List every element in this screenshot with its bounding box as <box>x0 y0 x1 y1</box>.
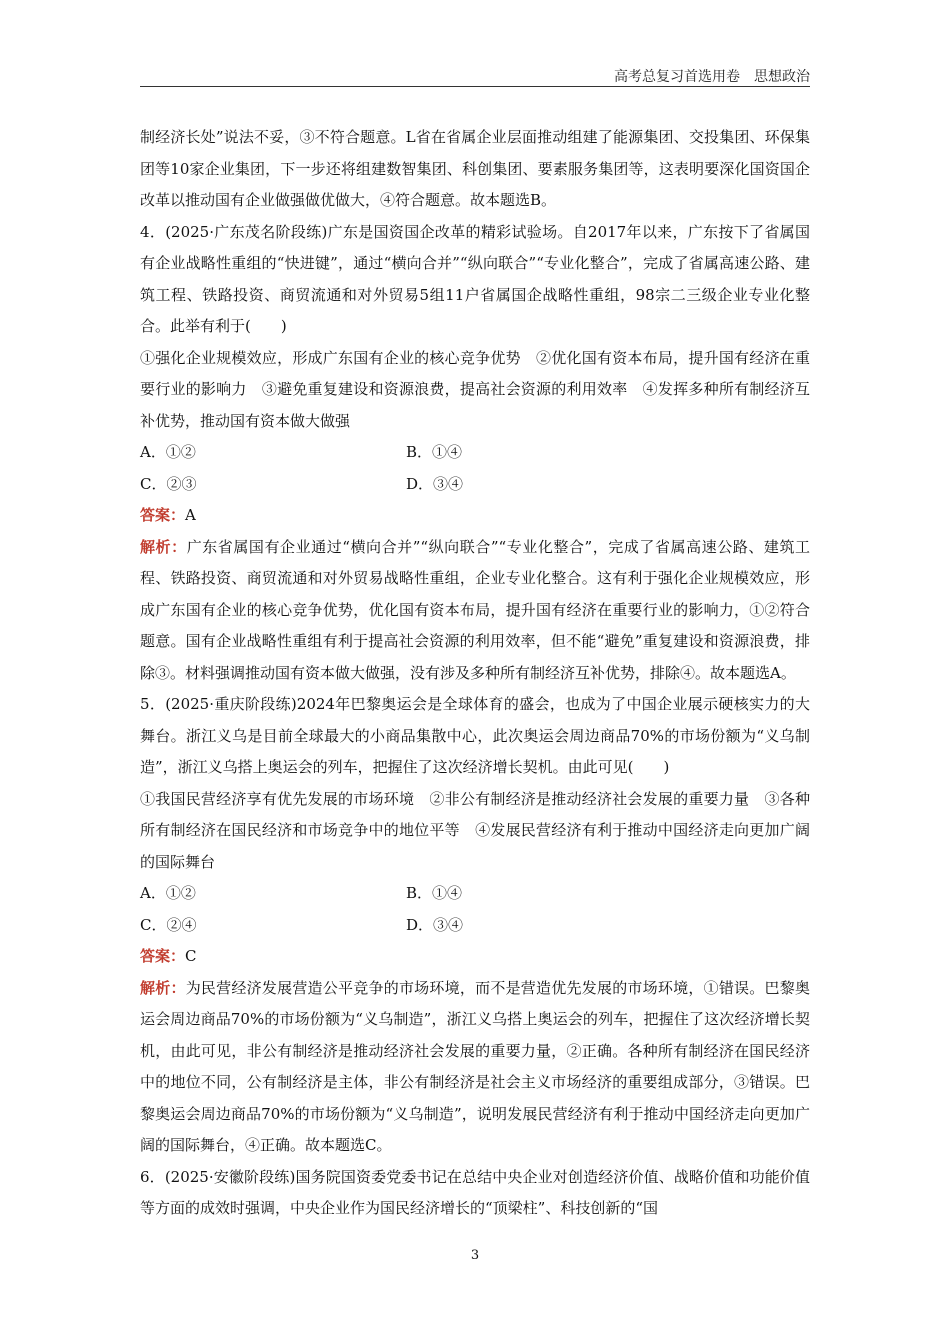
question-number: 4． <box>140 222 166 241</box>
question-4-statements: ①强化企业规模效应，形成广东国有企业的核心竞争优势 ②优化国有资本布局，提升国有经济在重要行业的影响力 ③避免重复建设和资源浪费，提高社会资源的利用效率 ④发挥多种所有制经济互补优势，推动国有资本做大做强 <box>140 348 810 430</box>
option-c: C．②③ <box>140 474 197 493</box>
question-4-analysis <box>140 532 810 690</box>
question-5-options-row-1 <box>140 878 810 910</box>
question-5-options-row-2 <box>140 910 810 942</box>
option-d: D．③④ <box>406 915 464 934</box>
answer-label: 答案： <box>140 947 186 965</box>
header-rule <box>140 86 810 87</box>
option-a: A．①② <box>140 443 196 461</box>
page-number: 3 <box>470 1248 480 1263</box>
continuation-text: 制经济长处”说法不妥，③不符合题意。L省在省属企业层面推动组建了能源集团、交投集团、环保集团等10家企业集团，下一步还将组建数智集团、科创集团、要素服务集团等，这表明要深化国资国企改革以推动国有企业做强做优做大，④符合题意。故本题选B。 <box>140 128 810 209</box>
question-5-answer <box>140 941 810 973</box>
question-source: (2025·重庆阶段练) <box>165 695 297 713</box>
question-4-stem <box>140 217 810 343</box>
question-5-statements: ①我国民营经济享有优先发展的市场环境 ②非公有制经济是推动经济社会发展的重要力量 ③各种所有制经济在国民经济和市场竞争中的地位平等 ④发展民营经济有利于推动中国经济走向更加广阔的国际舞台 <box>140 789 810 871</box>
option-b: B．①④ <box>406 884 463 902</box>
page-header: 高考总复习首选用卷 思想政治 <box>614 69 810 85</box>
question-text: 广东是国资国企改革的精彩试验场。自2017年以来，广东按下了省属国有企业战略性重组的“快进键”，通过“横向合并”“纵向联合”“专业化整合”，完成了省属高速公路、建筑工程、铁路投资、商贸流通和对外贸易5组11户省属国企战略性重组，98宗二三级企业专业化整合。此举有利于( ) <box>140 222 810 335</box>
question-text: 国务院国资委党委书记在总结中央企业对创造经济价值、战略价值和功能价值等方面的成效时强调，中央企业作为国民经济增长的“顶梁柱”、科技创新的“国 <box>140 1167 810 1217</box>
page-content <box>140 122 810 1225</box>
question-text: 2024年巴黎奥运会是全球体育的盛会，也成为了中国企业展示硬核实力的大舞台。浙江义乌是目前全球最大的小商品集散中心，此次奥运会周边商品70%的市场份额为“义乌制造”，浙江义乌搭上奥运会的列车，把握住了这次经济增长契机。由此可见( ) <box>140 695 810 776</box>
answer-value: C <box>185 947 197 965</box>
question-5-stem <box>140 689 810 784</box>
question-number: 5． <box>140 695 166 713</box>
option-c: C．②④ <box>140 915 197 934</box>
analysis-text: 广东省属国有企业通过“横向合并”“纵向联合”“专业化整合”，完成了省属高速公路、建筑工程、铁路投资、商贸流通和对外贸易战略性重组，企业专业化整合。这有利于强化企业规模效应，形成广东国有企业的核心竞争优势，优化国有资本布局，提升国有经济在重要行业的影响力，①②符合题意。国有企业战略性重组有利于提高社会资源的利用效率，但不能“避免”重复建设和资源浪费，排除③。材料强调推动国有资本做大做强，没有涉及多种所有制经济互补优势，排除④。故本题选A。 <box>140 537 810 682</box>
analysis-label: 解析： <box>140 537 187 556</box>
question-4-options-row-2 <box>140 469 810 501</box>
option-d: D．③④ <box>406 474 464 493</box>
analysis-text: 为民营经济发展营造公平竞争的市场环境，而不是营造优先发展的市场环境，①错误。巴黎奥运会周边商品70%的市场份额为“义乌制造”，浙江义乌搭上奥运会的列车，把握住了这次经济增长契机，由此可见，非公有制经济是推动经济社会发展的重要力量，②正确。各种所有制经济在国民经济中的地位不同，公有制经济是主体，非公有制经济是社会主义市场经济的重要组成部分，③错误。巴黎奥运会周边商品70%的市场份额为“义乌制造”，说明发展民营经济有利于推动中国经济走向更加广阔的国际舞台，④正确。故本题选C。 <box>140 978 810 1154</box>
option-a: A．①② <box>140 884 196 902</box>
question-source: (2025·广东茂名阶段练) <box>165 222 328 241</box>
analysis-label: 解析： <box>140 978 186 997</box>
question-source: (2025·安徽阶段练) <box>164 1167 296 1186</box>
question-6-stem <box>140 1162 810 1225</box>
question-5-analysis <box>140 973 810 1162</box>
answer-value: A <box>185 506 196 524</box>
answer-label: 答案： <box>140 506 186 524</box>
option-b: B．①④ <box>406 443 463 461</box>
question-4-answer <box>140 500 810 532</box>
question-number: 6． <box>140 1167 165 1186</box>
question-4-options-row-1 <box>140 437 810 469</box>
